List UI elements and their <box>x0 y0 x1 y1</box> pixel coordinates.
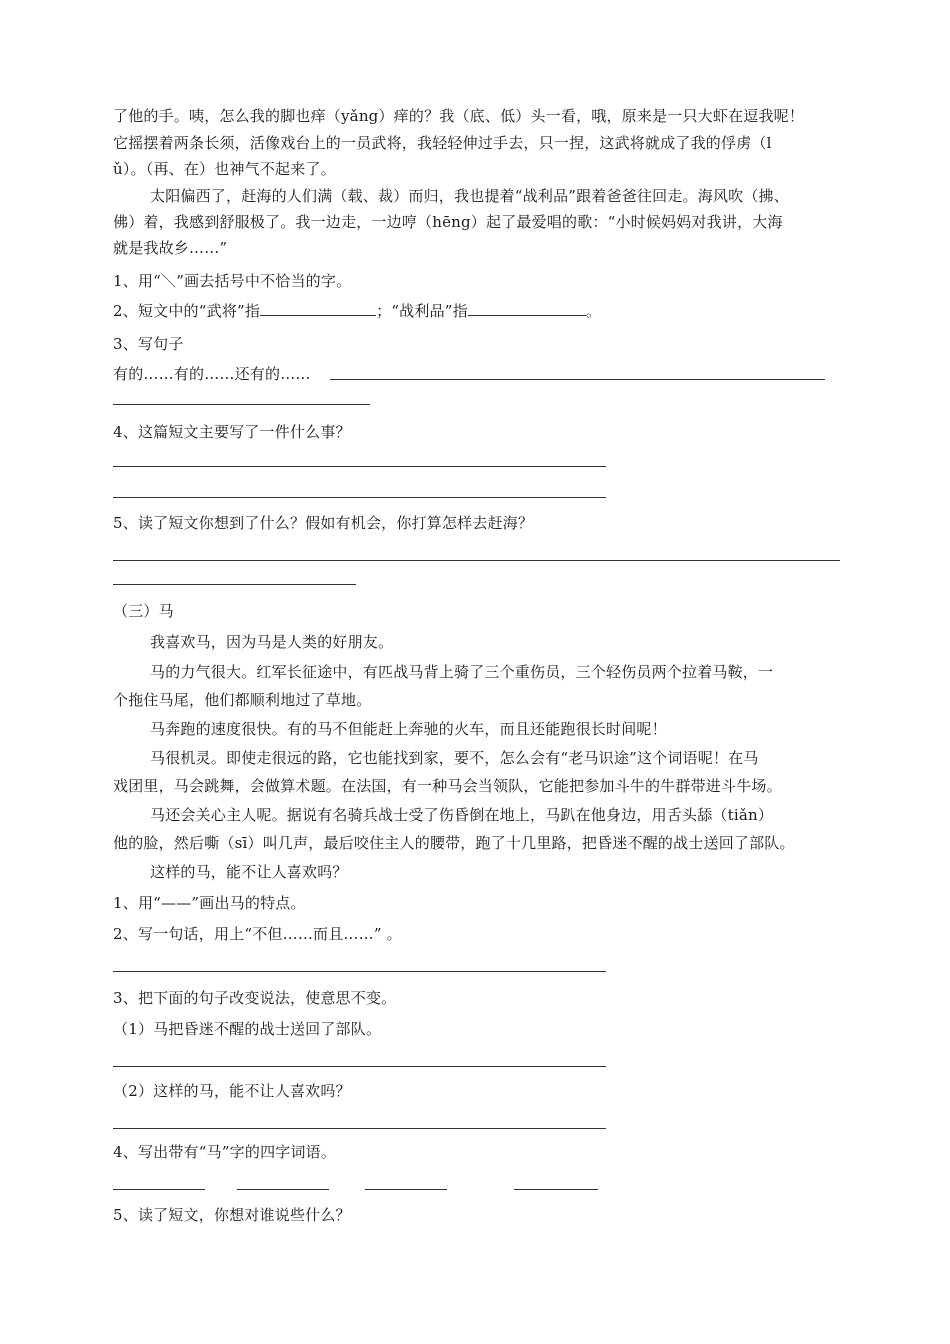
passage-line: 我喜欢马，因为马是人类的好朋友。 <box>150 633 394 651</box>
passage-line: 马的力气很大。红军长征途中，有匹战马背上骑了三个重伤员，三个轻伤员两个拉着马鞍，一 <box>150 663 774 681</box>
passage-line: 它摇摆着两条长须，活像戏台上的一员武将，我轻轻伸过手去，只一捏，这武将就成了我的俘虏（l <box>113 134 772 152</box>
answer-line[interactable] <box>113 404 370 405</box>
answer-blank[interactable] <box>113 1189 205 1190</box>
question-5: 5、读了短文你想到了什么？假如有机会，你打算怎样去赶海？ <box>113 514 534 532</box>
question-3-1: （1）马把昏迷不醒的战士送回了部队。 <box>113 1020 382 1038</box>
passage-line: 马很机灵。即使走很远的路，它也能找到家，要不，怎么会有“老马识途”这个词语呢！在马 <box>150 749 759 767</box>
question-3: 3、写句子 <box>113 335 184 353</box>
section-title: （三）马 <box>113 602 174 620</box>
passage-line: 太阳偏西了，赶海的人们满（载、裁）而归，我也提着“战利品”跟着爸爸往回走。海风吹（拂、 <box>150 187 789 205</box>
question-3-prompt: 有的……有的……还有的…… <box>113 365 311 383</box>
answer-line[interactable] <box>113 971 606 972</box>
passage-line: ǔ）。（再、在）也神气不起来了。 <box>113 160 336 178</box>
answer-blank-zhanlipin[interactable] <box>468 301 586 316</box>
answer-line[interactable] <box>330 379 825 380</box>
passage-line: 他的脸，然后嘶（sī）叫几声，最后咬住主人的腰带，跑了十几里路，把昏迷不醒的战士送回了部队。 <box>113 834 795 852</box>
question-1: 1、用“＼”画去括号中不恰当的字。 <box>113 272 352 290</box>
passage-line: 戏团里，马会跳舞，会做算术题。在法国，有一种马会当领队，它能把参加斗牛的牛群带进斗牛场。 <box>113 777 782 795</box>
question-2-mid: ；“战利品”指 <box>376 302 468 320</box>
question-5: 5、读了短文，你想对谁说些什么？ <box>113 1206 351 1224</box>
passage-line: 了他的手。咦，怎么我的脚也痒（yǎng）痒的？我（底、低）头一看，哦，原来是一只大虾在逗我呢！ <box>113 107 805 125</box>
answer-line[interactable] <box>113 1128 606 1129</box>
passage-line: 就是我故乡……” <box>113 239 228 257</box>
answer-blank-wujiang[interactable] <box>260 301 376 316</box>
question-2-end: 。 <box>585 302 602 320</box>
passage-line: 这样的马，能不让人喜欢吗？ <box>150 863 348 881</box>
question-2 <box>113 301 601 321</box>
answer-blank[interactable] <box>365 1189 447 1190</box>
passage-line: 佛）着，我感到舒服极了。我一边走，一边哼（hēng）起了最爱唱的歌：“小时候妈妈对我讲，大海 <box>113 213 783 231</box>
question-4: 4、这篇短文主要写了一件什么事？ <box>113 423 351 441</box>
passage-line: 个拖住马尾，他们都顺利地过了草地。 <box>113 691 372 709</box>
question-2: 2、写一句话，用上“不但……而且……” 。 <box>113 925 402 943</box>
answer-line[interactable] <box>113 466 606 467</box>
question-4: 4、写出带有“马”字的四字词语。 <box>113 1143 337 1161</box>
question-3-2: （2）这样的马，能不让人喜欢吗？ <box>113 1082 351 1100</box>
answer-line[interactable] <box>113 584 356 585</box>
question-2-prefix: 2、短文中的“武将”指 <box>113 302 261 320</box>
answer-line[interactable] <box>113 1066 606 1067</box>
answer-line[interactable] <box>113 497 606 498</box>
answer-blank[interactable] <box>514 1189 598 1190</box>
question-3: 3、把下面的句子改变说法，使意思不变。 <box>113 989 397 1007</box>
question-1: 1、用“——”画出马的特点。 <box>113 894 306 912</box>
answer-line[interactable] <box>113 560 840 561</box>
passage-line: 马还会关心主人呢。据说有名骑兵战士受了伤昏倒在地上，马趴在他身边，用舌头舔（tiǎn） <box>150 806 774 824</box>
passage-line: 马奔跑的速度很快。有的马不但能赶上奔驰的火车，而且还能跑很长时间呢！ <box>150 720 667 738</box>
answer-blank[interactable] <box>237 1189 329 1190</box>
